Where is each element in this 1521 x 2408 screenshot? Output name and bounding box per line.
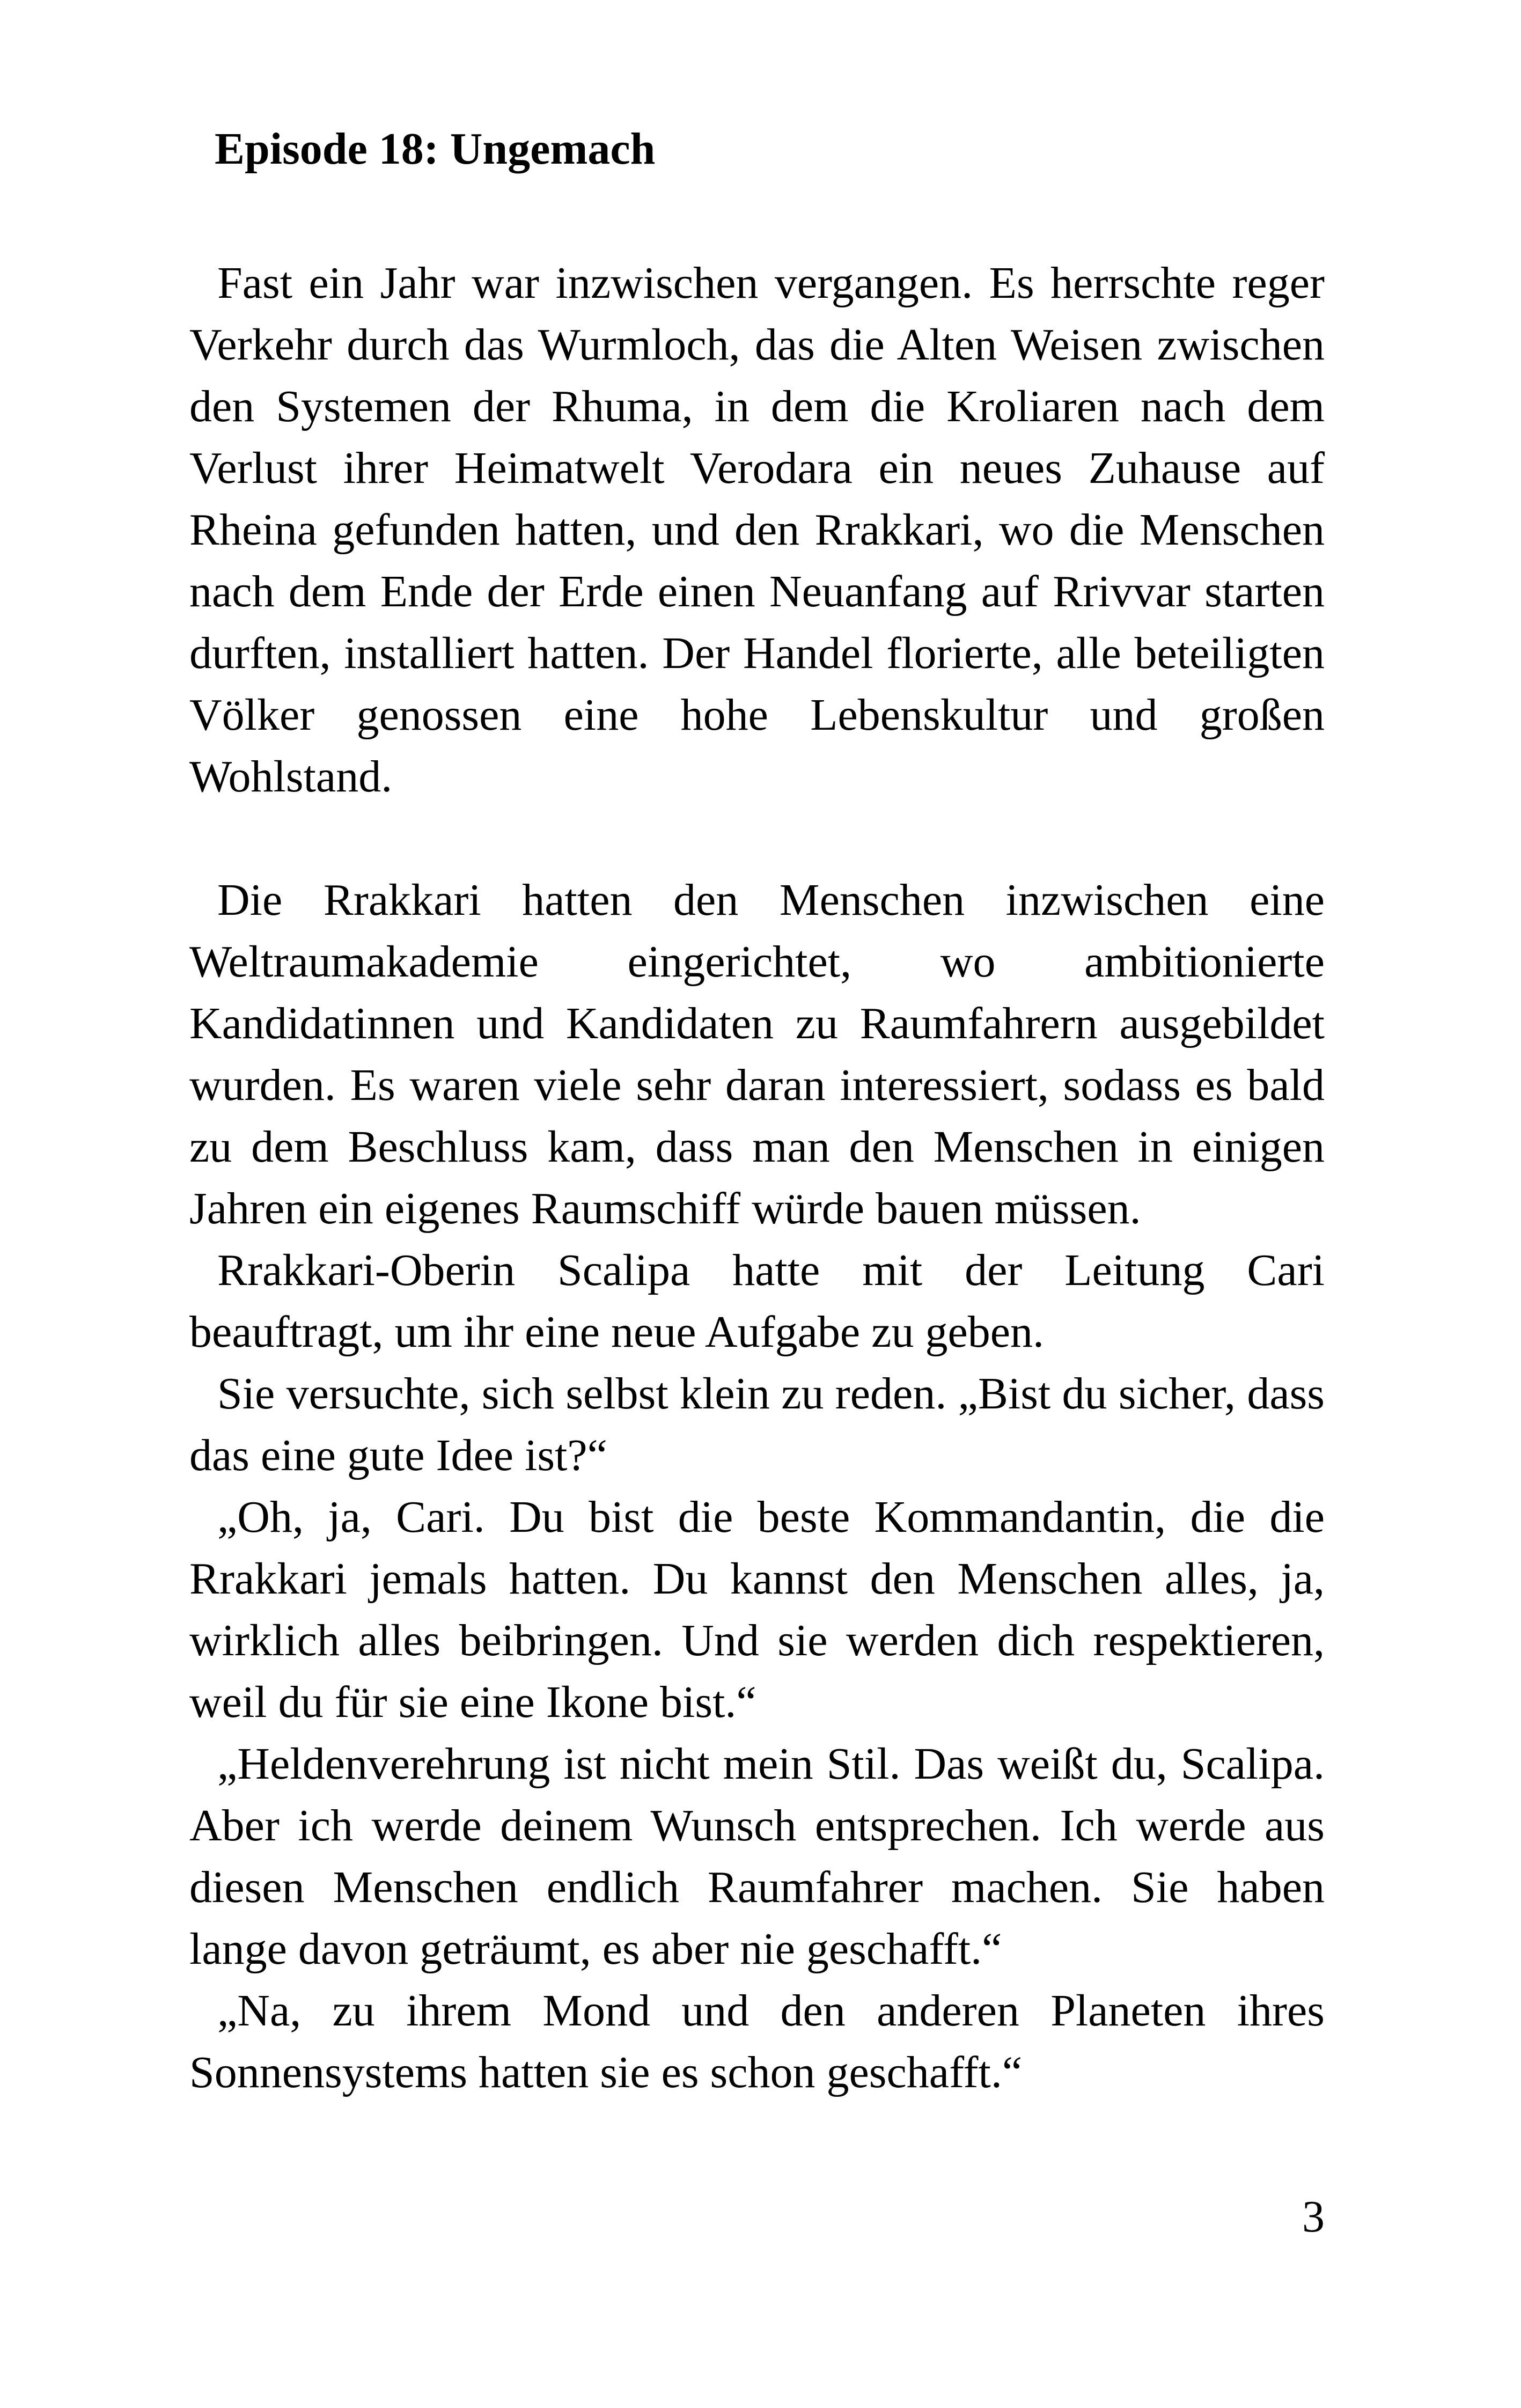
- paragraph: Fast ein Jahr war inzwischen vergangen. Es herrschte reger Verkehr durch das Wurmloch, das die Alten Weisen zwischen den Systemen der Rhuma, in dem die Kroliaren nach dem Verlust ihrer Heimatwelt Verodara ein neues Zuhause auf Rheina gefunden hatten, und den Rrakkari, wo die Menschen nach dem Ende der Erde einen Neuanfang auf Rrivvar starten durften, installiert hatten. Der Handel florierte, alle beteiligten Völker genossen eine hohe Lebenskultur und großen Wohlstand.: [189, 258, 1325, 802]
- paragraph: „Na, zu ihrem Mond und den anderen Planeten ihres Sonnensystems hatten sie es schon geschafft.“: [189, 1986, 1325, 2097]
- paragraph: Die Rrakkari hatten den Menschen inzwischen eine Weltraumakademie eingerichtet, wo ambitionierte Kandidatinnen und Kandidaten zu Raumfahrern ausgebildet wurden. Es waren viele sehr daran interessiert, sodass es bald zu dem Beschluss kam, dass man den Menschen in einigen Jahren ein eigenes Raumschiff würde bauen müssen.: [189, 875, 1325, 1234]
- chapter-heading: Episode 18: Ungemach: [215, 124, 656, 174]
- paragraph: „Oh, ja, Cari. Du bist die beste Kommandantin, die die Rrakkari jemals hatten. Du kannst den Menschen alles, ja, wirklich alles beibringen. Und sie werden dich respektieren, weil du für sie eine Ikone bist.“: [189, 1492, 1325, 1727]
- paragraph: Rrakkari-Oberin Scalipa hatte mit der Leitung Cari beauftragt, um ihr eine neue Aufgabe zu geben.: [189, 1245, 1325, 1357]
- paragraph: „Heldenverehrung ist nicht mein Stil. Das weißt du, Scalipa. Aber ich werde deinem Wunsch entsprechen. Ich werde aus diesen Menschen endlich Raumfahrer machen. Sie haben lange davon geträumt, es aber nie geschafft.“: [189, 1739, 1325, 1974]
- paragraph: Sie versuchte, sich selbst klein zu reden. „Bist du sicher, dass das eine gute Idee ist?“: [189, 1369, 1325, 1480]
- chapter-body: [189, 252, 1325, 2103]
- page-number: 3: [1302, 2192, 1325, 2242]
